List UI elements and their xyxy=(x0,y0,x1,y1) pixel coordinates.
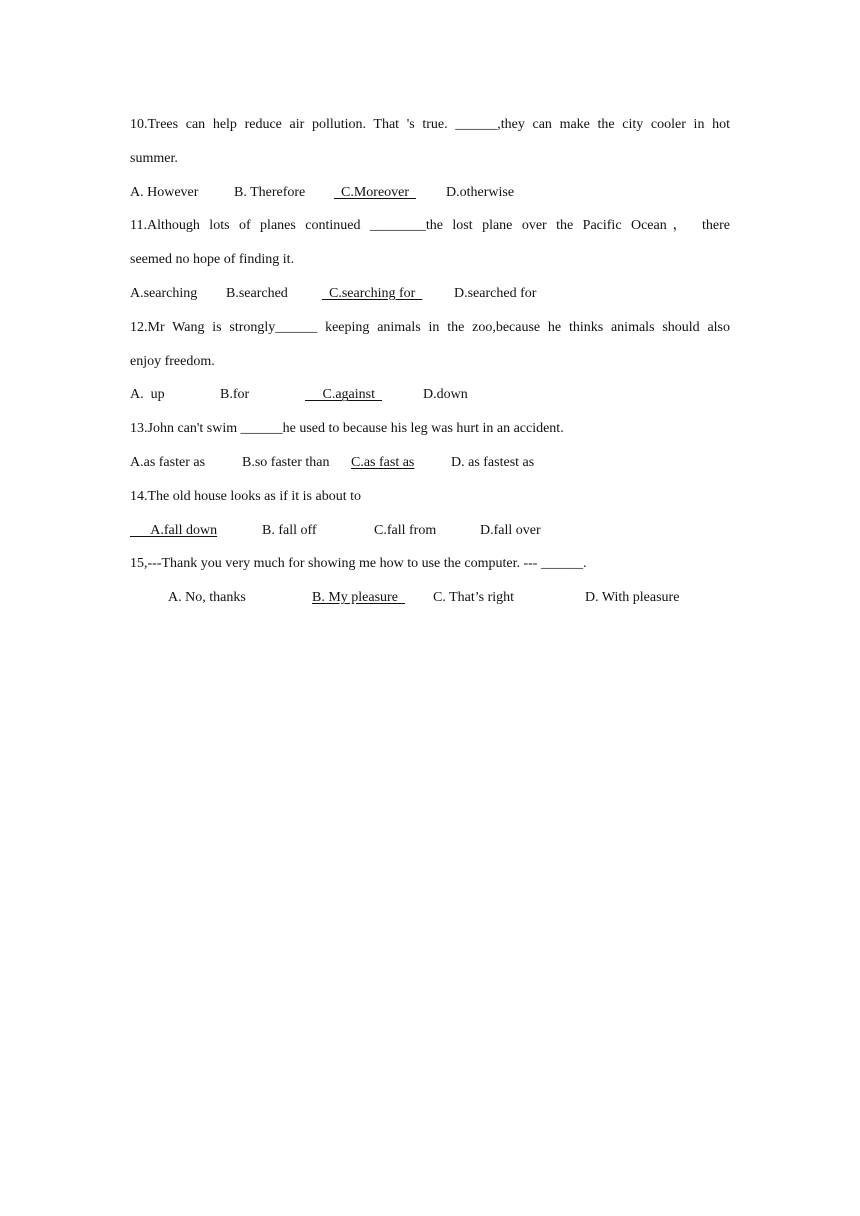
option-c-answer: C.Moreover xyxy=(334,184,417,200)
question-12-stem-cont: enjoy freedom. xyxy=(130,353,215,369)
option-c-answer: C.against xyxy=(305,387,382,403)
option-a-answer: A.fall down xyxy=(130,522,218,538)
option-b: B.for xyxy=(220,387,250,403)
question-10-options xyxy=(130,176,730,210)
option-c: C. That’s right xyxy=(433,590,515,606)
question-12-stem: 12.Mr Wang is strongly______ keeping animals in the zoo,because he thinks animals should also xyxy=(130,319,730,335)
option-c-answer: C.as fast as xyxy=(351,454,415,470)
option-d: D. as fastest as xyxy=(451,454,535,470)
option-c: C.fall from xyxy=(374,522,437,538)
option-b-answer: B. My pleasure xyxy=(312,590,405,606)
option-d: D.fall over xyxy=(480,522,541,538)
option-d: D.otherwise xyxy=(446,184,515,200)
question-13-options xyxy=(130,446,730,480)
option-a: A. However xyxy=(130,184,199,200)
question-11-stem: 11.Although lots of planes continued ________the lost plane over the Pacific Ocean， there xyxy=(130,218,730,234)
question-10-stem: 10.Trees can help reduce air pollution. That 's true. ______,they can make the city cooler in hot xyxy=(130,117,730,132)
exam-page xyxy=(130,108,730,615)
option-a: A. No, thanks xyxy=(168,590,246,606)
question-15-options xyxy=(130,581,730,615)
option-d: D. With pleasure xyxy=(585,590,680,606)
question-10-stem-cont: summer. xyxy=(130,150,178,166)
question-15-stem: 15,---Thank you very much for showing me how to use the computer. --- ______. xyxy=(130,556,587,572)
question-11-stem-cont: seemed no hope of finding it. xyxy=(130,252,295,268)
question-12-options xyxy=(130,378,730,412)
option-b: B. Therefore xyxy=(234,184,306,200)
option-a: A.as faster as xyxy=(130,454,206,470)
option-d: D.down xyxy=(423,387,468,403)
option-b: B.searched xyxy=(226,285,288,301)
option-b: B.so faster than xyxy=(242,454,330,470)
option-a: A.searching xyxy=(130,285,198,301)
option-a: A. up xyxy=(130,387,165,403)
question-11-options xyxy=(130,277,730,311)
option-b: B. fall off xyxy=(262,522,317,538)
question-14-options xyxy=(130,514,730,548)
option-d: D.searched for xyxy=(454,285,537,301)
question-13-stem: 13.John can't swim ______he used to because his leg was hurt in an accident. xyxy=(130,421,564,437)
question-14-stem: 14.The old house looks as if it is about to xyxy=(130,488,361,504)
option-c-answer: C.searching for xyxy=(322,285,423,301)
